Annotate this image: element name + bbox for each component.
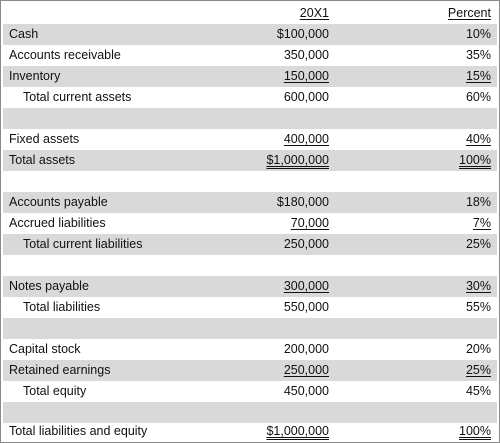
- table-row: [3, 24, 497, 45]
- row-label: Total current liabilities: [23, 237, 143, 251]
- table-row: [3, 87, 497, 108]
- table-row: [3, 192, 497, 213]
- table-row: [3, 381, 497, 402]
- row-percent: 55%: [465, 300, 491, 314]
- row-amount: 200,000: [283, 342, 329, 356]
- spacer-row: [3, 255, 497, 276]
- row-label: Accrued liabilities: [9, 216, 106, 230]
- row-amount: 450,000: [283, 384, 329, 398]
- row-label: Fixed assets: [9, 132, 80, 146]
- row-label: Total equity: [23, 384, 87, 398]
- row-label: Total liabilities: [23, 300, 101, 314]
- table-row: [3, 45, 497, 66]
- row-label: Total assets: [9, 153, 76, 167]
- spacer-row: [3, 108, 497, 129]
- table-row: [3, 297, 497, 318]
- row-label: Retained earnings: [9, 363, 111, 377]
- row-percent: 60%: [465, 90, 491, 104]
- row-amount: 250,000: [283, 363, 329, 377]
- table-row: [3, 339, 497, 360]
- row-label: Capital stock: [9, 342, 81, 356]
- spacer-row: [3, 318, 497, 339]
- row-percent: 25%: [465, 237, 491, 251]
- row-amount: 350,000: [283, 48, 329, 62]
- row-percent: 25%: [465, 363, 491, 377]
- row-label: Accounts receivable: [9, 48, 121, 62]
- row-amount: 250,000: [283, 237, 329, 251]
- row-amount: $1,000,000: [266, 153, 329, 167]
- table-row: [3, 150, 497, 171]
- table-row: [3, 421, 497, 442]
- row-percent: 30%: [465, 279, 491, 293]
- table-row: [3, 213, 497, 234]
- row-label: Inventory: [9, 69, 61, 83]
- table-row: [3, 276, 497, 297]
- row-percent: 18%: [465, 195, 491, 209]
- header-row: [3, 3, 497, 24]
- row-amount: 150,000: [283, 69, 329, 83]
- row-amount: 600,000: [283, 90, 329, 104]
- row-label: Total current assets: [23, 90, 132, 104]
- table-row: [3, 360, 497, 381]
- row-percent: 10%: [465, 27, 491, 41]
- percent-header: Percent: [447, 6, 491, 20]
- row-percent: 40%: [465, 132, 491, 146]
- row-percent: 20%: [465, 342, 491, 356]
- row-amount: $1,000,000: [266, 424, 329, 438]
- year-header: 20X1: [299, 6, 329, 20]
- row-amount: 300,000: [283, 279, 329, 293]
- row-percent: 45%: [465, 384, 491, 398]
- row-label: Notes payable: [9, 279, 89, 293]
- row-amount: $100,000: [276, 27, 329, 41]
- row-percent: 35%: [465, 48, 491, 62]
- row-label: Total liabilities and equity: [9, 424, 148, 438]
- spacer-row: [3, 171, 497, 192]
- row-amount: 70,000: [290, 216, 329, 230]
- table-row: [3, 66, 497, 87]
- spacer-row: [3, 402, 497, 423]
- row-percent: 100%: [459, 424, 491, 438]
- row-label: Cash: [9, 27, 39, 41]
- table-row: [3, 234, 497, 255]
- row-amount: 400,000: [283, 132, 329, 146]
- row-percent: 100%: [459, 153, 491, 167]
- row-percent: 7%: [472, 216, 491, 230]
- row-label: Accounts payable: [9, 195, 108, 209]
- row-amount: 550,000: [283, 300, 329, 314]
- table-row: [3, 129, 497, 150]
- row-amount: $180,000: [276, 195, 329, 209]
- row-percent: 15%: [465, 69, 491, 83]
